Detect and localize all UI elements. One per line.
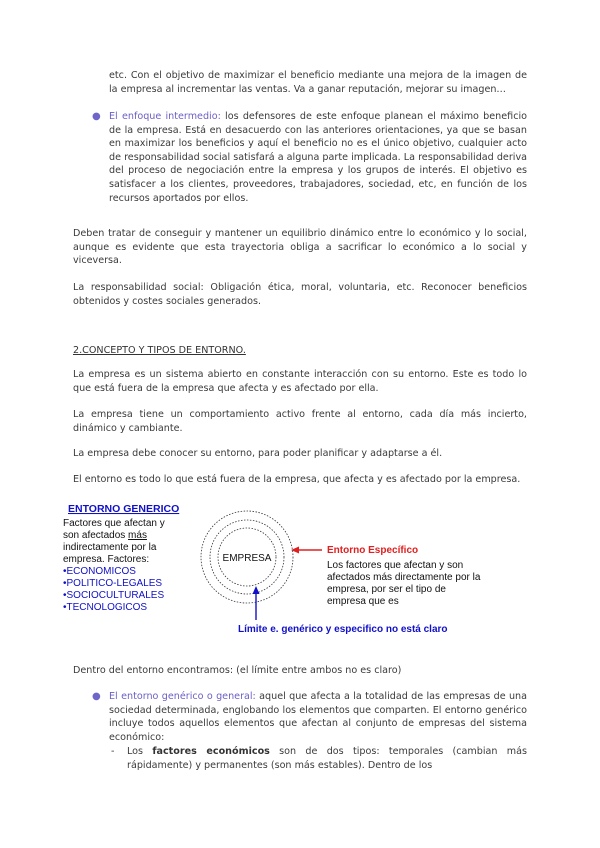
specific-desc-line-1: Los factores que afectan y son [327, 560, 464, 571]
generic-desc-line-3: indirectamente por la [63, 542, 157, 553]
paragraph-responsabilidad: La responsabilidad social: Obligación ética, moral, voluntaria, etc. Reconocer beneficios obtenidos y costes sociales generados. [73, 282, 527, 307]
specific-desc-line-4: empresa que es [327, 596, 399, 607]
generic-desc-line-4: empresa. Factores: [63, 554, 150, 565]
bullet-label: El entorno genérico o general: [109, 691, 256, 702]
entorno-diagram [60, 500, 481, 640]
limit-label: Límite e. genérico y especifico no está claro [238, 624, 448, 635]
generic-title: ENTORNO GENERICO [68, 503, 180, 515]
specific-desc-line-2: afectados más directamente por la [327, 572, 481, 583]
bullet-entorno-generico [92, 690, 527, 744]
paragraph-sistema: La empresa es un sistema abierto en constante interacción con su entorno. Este es todo lo que está fuera de la empresa que afecta y es afectado por ella. [73, 369, 527, 394]
factor-tecnologicos: •TECNOLOGICOS [63, 602, 148, 613]
factor-politico-legales: •POLITICO-LEGALES [63, 578, 163, 589]
section-heading: 2.CONCEPTO Y TIPOS DE ENTORNO. [73, 345, 246, 356]
continuation-paragraph: etc. Con el objetivo de maximizar el beneficio mediante una mejora de la imagen de la empresa al incrementar las ventas. Va a ganar reputación, mejorar su imagen… [109, 70, 527, 95]
sub-item-factores-economicos [111, 745, 528, 772]
limit-arrow-head [253, 586, 260, 594]
bullet-text: aquel que afecta a la totalidad de las empresas de una sociedad determinada, englobando los elementos que comparten. El entorno genérico incluye todos aquellos elementos que afectan al conjunto de empresas del sistema económico: [109, 691, 527, 743]
bullet-text: los defensores de este enfoque planean el máximo beneficio de la empresa. Está en desacuerdo con las anteriores orientaciones, ya que se basan en maximizar los beneficios y aquí el beneficio no es el único objetivo, cualquier acto de responsabilidad social satisfará a alguna parte implicada. La responsabilidad deriva del proceso de negociación entre la empresa y los grupos de interés. El objetivo es satisfacer a los clientes, proveedores, trabajadores, sociedad, etc, en función de los recursos aportados por ellos. [109, 111, 527, 204]
factor-socioculturales: •SOCIOCULTURALES [63, 590, 165, 601]
sub-text: son de dos tipos: temporales (cambian más rápidamente) y permanentes (son más estables). Dentro de los [127, 746, 528, 771]
generic-desc-line-2: son afectados más [63, 530, 147, 541]
specific-desc-line-3: empresa, por ser el tipo de [327, 584, 446, 595]
bullet-dot: ● [92, 691, 101, 702]
bullet-label: El enfoque intermedio: [109, 111, 221, 122]
sub-bold-term: factores económicos [152, 746, 270, 757]
paragraph-dentro: Dentro del entorno encontramos: (el límite entre ambos no es claro) [73, 665, 402, 676]
bullet-enfoque-intermedio [92, 110, 527, 205]
paragraph-conocer: La empresa debe conocer su entorno, para poder planificar y adaptarse a él. [73, 448, 443, 459]
paragraph-comportamiento: La empresa tiene un comportamiento activo frente al entorno, cada día más incierto, dinámico y cambiante. [73, 409, 527, 434]
sub-prefix: Los [127, 746, 153, 757]
paragraph-equilibrio: Deben tratar de conseguir y mantener un equilibrio dinámico entre lo económico y lo social, aunque es evidente que esta trayectoria obliga a sacrificar lo económico a lo social y viceversa. [73, 228, 527, 267]
dash-marker: - [111, 746, 115, 757]
bullet-dot: ● [92, 111, 101, 122]
specific-title: Entorno Específico [327, 545, 419, 556]
factor-economicos: •ECONOMICOS [63, 566, 136, 577]
center-label: EMPRESA [222, 553, 272, 564]
paragraph-entorno: El entorno es todo lo que está fuera de la empresa, que afecta y es afectado por la empresa. [73, 474, 521, 485]
generic-desc-line-1: Factores que afectan y [63, 518, 165, 529]
